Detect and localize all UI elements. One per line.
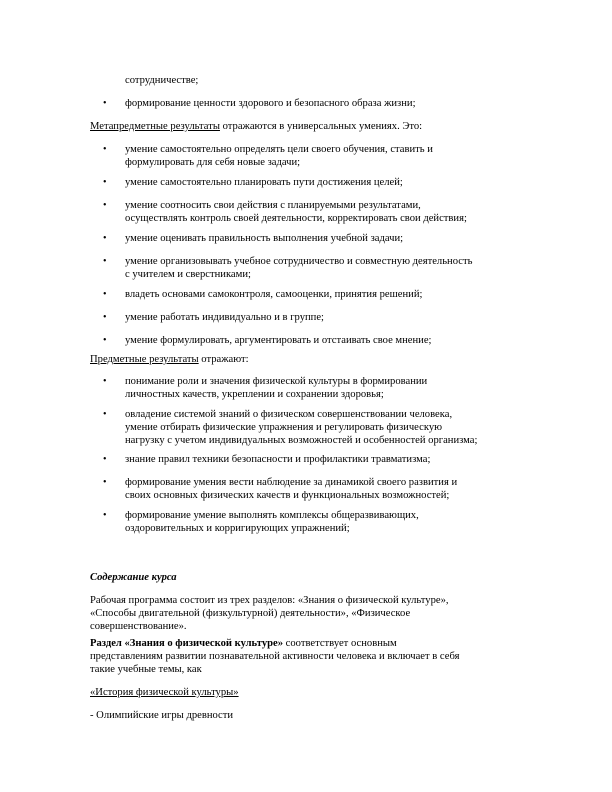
paragraph-line: «Способы двигательной (физкультурной) деятельности», «Физическое xyxy=(90,608,411,619)
bullet-marker: • xyxy=(103,200,107,211)
bullet-marker: • xyxy=(103,177,107,188)
list-item-line: умение соотносить свои действия с планируемыми результатами, xyxy=(125,200,421,211)
section-name-bold: Раздел «Знания о физической культуре» xyxy=(90,638,284,649)
bullet-marker: • xyxy=(103,233,107,244)
list-item-line: знание правил техники безопасности и профилактики травматизма; xyxy=(125,454,431,465)
list-item-line: с учителем и сверстниками; xyxy=(125,269,251,280)
list-item-line: овладение системой знаний о физическом совершенствовании человека, xyxy=(125,409,453,420)
list-item-line: формирование умения вести наблюдение за динамикой своего развития и xyxy=(125,477,458,488)
course-title: Содержание курса xyxy=(90,572,177,583)
list-item-line: формулировать для себя новые задачи; xyxy=(125,157,301,168)
paragraph-line: такие учебные темы, как xyxy=(90,664,202,675)
list-item-line: умение организовывать учебное сотрудничество и совместную деятельность xyxy=(125,256,473,267)
list-item-line: осуществлять контроль своей деятельности, корректировать свои действия; xyxy=(125,213,467,224)
list-item-line: понимание роли и значения физической культуры в формировании xyxy=(125,376,428,387)
list-item-line: сотрудничестве; xyxy=(125,75,199,86)
meta-heading-rest: отражаются в универсальных умениях. Это: xyxy=(219,121,423,132)
subject-heading: Предметные результаты xyxy=(90,354,199,365)
list-item-line: владеть основами самоконтроля, самооценки, принятия решений; xyxy=(125,289,423,300)
list-item-line: оздоровительных и корригирующих упражнений; xyxy=(125,523,350,534)
list-item-line: умение самостоятельно определять цели своего обучения, ставить и xyxy=(125,144,433,155)
list-item-line: умение формулировать, аргументировать и отстаивать свое мнение; xyxy=(125,335,432,346)
bullet-marker: • xyxy=(103,454,107,465)
paragraph-line: Рабочая программа состоит из трех разделов: «Знания о физической культуре», xyxy=(90,595,449,606)
subject-heading-rest: отражают: xyxy=(198,354,249,365)
paragraph-line: совершенствование». xyxy=(90,621,187,632)
section-heading xyxy=(90,120,422,133)
list-item-line: формирование умение выполнять комплексы общеразвивающих, xyxy=(125,510,419,521)
list-item-line: личностных качеств, укреплении и сохранении здоровья; xyxy=(125,389,384,400)
topic-item: - Олимпийские игры древности xyxy=(90,710,234,721)
list-item-line: своих основных физических качеств и функциональных возможностей; xyxy=(125,490,450,501)
bullet-marker: • xyxy=(103,376,107,387)
bullet-marker: • xyxy=(103,144,107,155)
list-item-line: умение самостоятельно планировать пути достижения целей; xyxy=(125,177,403,188)
bullet-marker: • xyxy=(103,335,107,346)
bullet-marker: • xyxy=(103,510,107,521)
list-item-line: нагрузку с учетом индивидуальных возможностей и особенностей организма; xyxy=(125,435,478,446)
list-item-line: умение оценивать правильность выполнения учебной задачи; xyxy=(125,233,404,244)
bullet-marker: • xyxy=(103,477,107,488)
paragraph-line: представлениям развитии познавательной активности человека и включает в себя xyxy=(90,651,460,662)
meta-heading: Метапредметные результаты xyxy=(90,121,220,132)
paragraph-text: соответствует основным xyxy=(283,638,397,649)
bullet-marker: • xyxy=(103,256,107,267)
bullet-marker: • xyxy=(103,98,107,109)
paragraph-line xyxy=(90,637,397,650)
bullet-marker: • xyxy=(103,409,107,420)
list-item-line: умение отбирать физические упражнения и регулировать физическую xyxy=(125,422,443,433)
history-topic-link: «История физической культуры» xyxy=(90,687,239,698)
list-item-line: умение работать индивидуально и в группе; xyxy=(125,312,324,323)
section-heading xyxy=(90,353,249,366)
list-item-line: формирование ценности здорового и безопасного образа жизни; xyxy=(125,98,416,109)
bullet-marker: • xyxy=(103,289,107,300)
bullet-marker: • xyxy=(103,312,107,323)
